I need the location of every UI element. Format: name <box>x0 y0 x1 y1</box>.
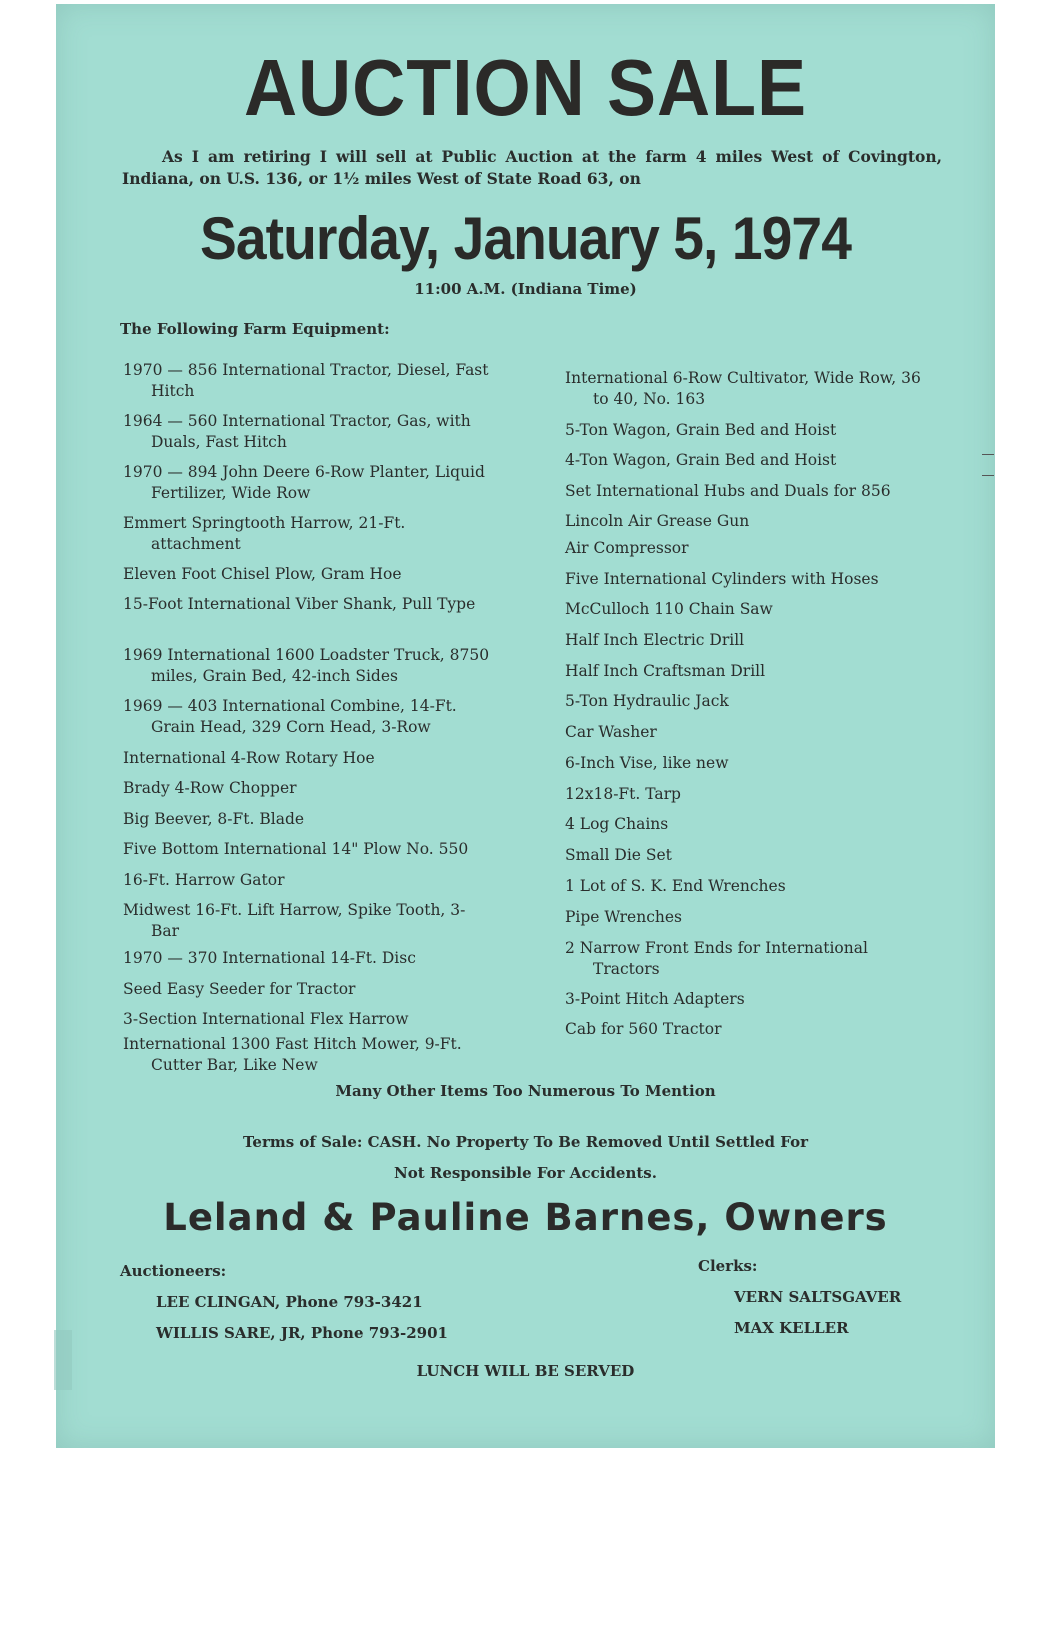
clerk-2: MAX KELLER <box>734 1319 849 1337</box>
list-item: International 6-Row Cultivator, Wide Row, 36 to 40, No. 163 <box>565 369 921 408</box>
list-item: 3-Point Hitch Adapters <box>565 990 745 1008</box>
clerk-1: VERN SALTSGAVER <box>734 1288 902 1306</box>
equipment-heading: The Following Farm Equipment: <box>120 320 390 338</box>
auctioneers-label: Auctioneers: <box>120 1262 227 1280</box>
list-item: Set International Hubs and Duals for 856 <box>565 482 891 500</box>
list-item: Car Washer <box>565 723 657 741</box>
list-item: 12x18-Ft. Tarp <box>565 785 681 803</box>
list-item: Eleven Foot Chisel Plow, Gram Hoe <box>123 565 402 583</box>
list-item: Air Compressor <box>565 539 689 557</box>
list-item: Brady 4-Row Chopper <box>123 779 297 797</box>
list-item: Small Die Set <box>565 846 672 864</box>
list-item: 1969 International 1600 Loadster Truck, 8750 miles, Grain Bed, 42-inch Sides <box>123 646 490 685</box>
list-item: International 1300 Fast Hitch Mower, 9-Ft. Cutter Bar, Like New <box>123 1035 462 1074</box>
list-item: 4-Ton Wagon, Grain Bed and Hoist <box>565 451 837 469</box>
intro-paragraph: As I am retiring I will sell at Public Auction at the farm 4 miles West of Covington, Indiana, on U.S. 136, or 1½ miles West of State Road 63, on <box>122 147 942 188</box>
list-item: Half Inch Electric Drill <box>565 631 745 649</box>
clerks-label: Clerks: <box>698 1257 758 1275</box>
list-item: 6-Inch Vise, like new <box>565 754 729 772</box>
list-item: 16-Ft. Harrow Gator <box>123 871 285 889</box>
tape-mark <box>54 1330 72 1390</box>
auctioneer-1: LEE CLINGAN, Phone 793-3421 <box>156 1293 423 1311</box>
list-item: Emmert Springtooth Harrow, 21-Ft. attachment <box>123 514 406 553</box>
list-item: 4 Log Chains <box>565 815 669 833</box>
list-item: 2 Narrow Front Ends for International Tractors <box>565 939 868 978</box>
list-item: McCulloch 110 Chain Saw <box>565 600 773 618</box>
list-item: Five International Cylinders with Hoses <box>565 570 879 588</box>
list-item: International 4-Row Rotary Hoe <box>123 749 375 767</box>
list-item: Half Inch Craftsman Drill <box>565 662 766 680</box>
terms-of-sale <box>56 1127 995 1189</box>
auction-flyer <box>56 4 995 1448</box>
list-item: Midwest 16-Ft. Lift Harrow, Spike Tooth, 3-Bar <box>123 901 466 940</box>
list-item: 1 Lot of S. K. End Wrenches <box>565 877 786 895</box>
auctioneer-2: WILLIS SARE, JR, Phone 793-2901 <box>156 1324 448 1342</box>
lunch-note: LUNCH WILL BE SERVED <box>416 1362 635 1380</box>
list-item: 5-Ton Wagon, Grain Bed and Hoist <box>565 421 837 439</box>
list-item: Pipe Wrenches <box>565 908 682 926</box>
sale-date: Saturday, January 5, 1974 <box>199 205 852 272</box>
list-item: Seed Easy Seeder for Tractor <box>123 980 356 998</box>
list-item: 3-Section International Flex Harrow <box>123 1010 409 1028</box>
flyer-title: AUCTION SALE <box>243 43 808 132</box>
list-item: 1970 — 370 International 14-Ft. Disc <box>123 949 416 967</box>
list-item: 1970 — 856 International Tractor, Diesel, Fast Hitch <box>123 361 489 400</box>
edge-mark <box>982 475 994 476</box>
list-item: 5-Ton Hydraulic Jack <box>565 692 729 710</box>
list-item: 1969 — 403 International Combine, 14-Ft. Grain Head, 329 Corn Head, 3-Row <box>123 697 457 736</box>
equipment-list-right <box>565 4 935 1104</box>
not-responsible-line: Not Responsible For Accidents. <box>394 1164 657 1182</box>
list-item: 1964 — 560 International Tractor, Gas, with Duals, Fast Hitch <box>123 412 471 451</box>
list-item: Big Beever, 8-Ft. Blade <box>123 810 305 828</box>
list-item: Five Bottom International 14" Plow No. 550 <box>123 840 469 858</box>
many-items-note: Many Other Items Too Numerous To Mention <box>335 1082 716 1100</box>
terms-line: Terms of Sale: CASH. No Property To Be Removed Until Settled For <box>242 1133 809 1151</box>
equipment-list-left <box>123 4 493 1104</box>
list-item: 1970 — 894 John Deere 6-Row Planter, Liquid Fertilizer, Wide Row <box>123 463 485 502</box>
list-item: 15-Foot International Viber Shank, Pull Type <box>123 595 476 613</box>
list-item: Cab for 560 Tractor <box>565 1020 722 1038</box>
edge-mark <box>982 454 994 455</box>
sale-time: 11:00 A.M. (Indiana Time) <box>414 280 637 298</box>
owners-name: Leland & Pauline Barnes, Owners <box>163 1196 888 1239</box>
list-item: Lincoln Air Grease Gun <box>565 512 750 530</box>
